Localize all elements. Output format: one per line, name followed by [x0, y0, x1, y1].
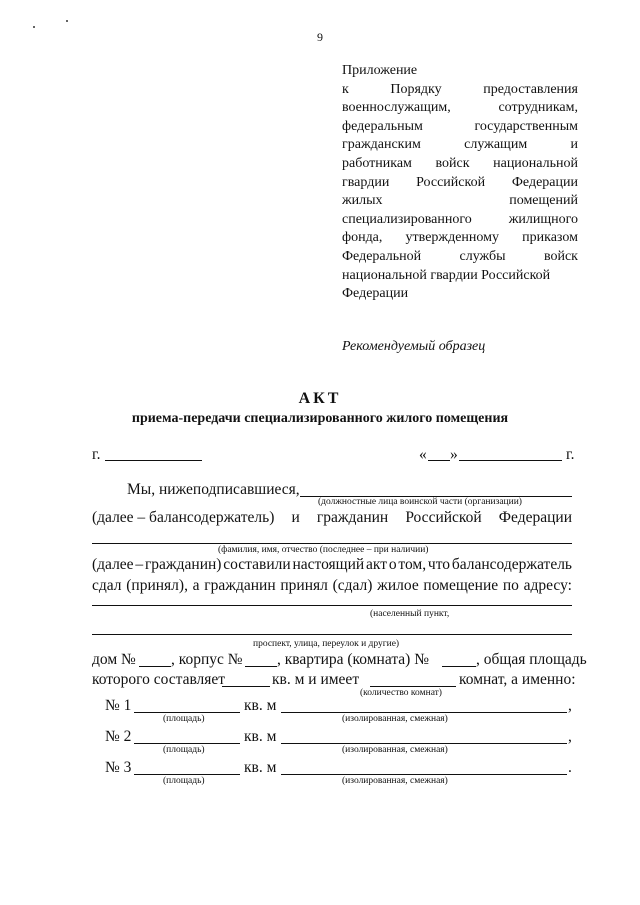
city-field[interactable] — [105, 460, 202, 461]
room-type-field[interactable] — [281, 743, 567, 744]
recommended-sample-label: Рекомендуемый образец — [342, 339, 486, 354]
body-word: настоящий — [292, 556, 365, 573]
appendix-word: федеральным — [342, 118, 423, 134]
appendix-word: Приложение — [342, 63, 418, 78]
body-word: балансодержатель — [451, 556, 572, 573]
body-word: (далее — [92, 556, 134, 573]
appendix-line — [342, 285, 578, 304]
act-title: АКТ — [298, 390, 342, 407]
citizen-name-field[interactable] — [92, 543, 572, 544]
body-word: акт — [366, 556, 387, 573]
room-sqm-label: кв. м — [244, 728, 277, 745]
building-number-field[interactable] — [245, 666, 277, 667]
appendix-line — [342, 229, 578, 248]
appendix-word: служащим — [464, 137, 528, 153]
appendix-line — [342, 99, 578, 118]
appendix-word: и — [570, 137, 578, 153]
body-word: гражданин — [316, 509, 389, 526]
appendix-word: Федерации — [342, 286, 409, 302]
appendix-line — [342, 62, 578, 81]
appendix-word: жилых — [342, 193, 383, 209]
body-word: – — [135, 556, 144, 573]
body-word: (далее – балансодержатель) — [92, 509, 275, 526]
citizen-line — [92, 556, 572, 574]
appendix-word: приказом — [522, 230, 578, 246]
room-number-label: № 2 — [105, 728, 132, 745]
appendix-word: войск — [435, 155, 470, 171]
body-word: Российской — [405, 509, 482, 526]
date-close-quote: » — [450, 446, 458, 463]
appendix-word: гвардии — [342, 174, 390, 190]
appendix-line — [342, 211, 578, 230]
appendix-word: жилищного — [508, 211, 578, 227]
appendix-word: войск — [543, 248, 578, 264]
room-type-caption: (изолированная, смежная) — [342, 776, 448, 786]
rooms-count-caption: (количество комнат) — [360, 688, 442, 698]
room-area-caption: (площадь) — [163, 776, 205, 786]
room-line-end: . — [568, 759, 572, 776]
room-line-end: , — [568, 728, 572, 745]
undersigned-text: Мы, нижеподписавшиеся, — [127, 481, 300, 498]
street-field[interactable] — [92, 634, 572, 635]
appendix-line — [342, 267, 578, 286]
total-area-label: , общая площадь — [476, 651, 587, 668]
body-word: а — [192, 577, 200, 594]
appendix-word: Федеральной — [342, 248, 422, 264]
appendix-word: службы — [459, 248, 506, 264]
body-word: что — [427, 556, 451, 573]
room-type-caption: (изолированная, смежная) — [342, 745, 448, 755]
room-sqm-label: кв. м — [244, 759, 277, 776]
appendix-word: военнослужащим, — [342, 100, 451, 116]
room-area-field[interactable] — [134, 774, 240, 775]
balance-holder-line — [92, 509, 572, 527]
month-year-field[interactable] — [459, 460, 562, 461]
sqm-has-label: кв. м и имеет — [272, 671, 360, 688]
handed-over-line — [92, 577, 572, 595]
body-word: гражданин — [204, 577, 276, 594]
body-word: составили — [223, 556, 291, 573]
body-word: (сдал) — [332, 577, 373, 594]
rooms-label: комнат, а именно: — [459, 671, 576, 688]
year-suffix: г. — [566, 446, 575, 463]
apartment-label: , квартира (комната) № — [277, 651, 430, 668]
appendix-word: Порядку — [390, 81, 442, 97]
city-prefix: г. — [92, 446, 101, 463]
house-label: дом № — [92, 651, 136, 668]
body-word: том, — [398, 556, 427, 573]
scan-speck — [33, 26, 35, 28]
room-type-caption: (изолированная, смежная) — [342, 714, 448, 724]
body-word: Федерации — [498, 509, 572, 526]
appendix-line — [342, 174, 578, 193]
total-area-field[interactable] — [222, 686, 270, 687]
appendix-word: государственным — [474, 118, 578, 134]
room-type-field[interactable] — [281, 712, 567, 713]
appendix-word: гражданским — [342, 137, 421, 153]
act-subtitle: приема-передачи специализированного жилого помещения — [131, 411, 509, 426]
building-label: , корпус № — [171, 651, 243, 668]
body-word: адресу: — [523, 577, 572, 594]
appendix-word: сотрудникам, — [498, 100, 578, 116]
appendix-line — [342, 248, 578, 267]
fio-caption: (фамилия, имя, отчество (последнее – при наличии) — [218, 545, 429, 555]
appendix-word: специализированного — [342, 211, 472, 227]
appendix-line — [342, 81, 578, 100]
appendix-word: фонда, — [342, 230, 383, 246]
body-word: жилое — [377, 577, 419, 594]
day-field[interactable] — [428, 460, 450, 461]
page-number: 9 — [317, 30, 323, 44]
room-line-end: , — [568, 697, 572, 714]
body-word: о — [388, 556, 397, 573]
room-number-label: № 1 — [105, 697, 132, 714]
appendix-word: Российской — [416, 174, 486, 190]
body-word: помещение — [423, 577, 499, 594]
date-open-quote: « — [419, 446, 427, 463]
room-area-field[interactable] — [134, 712, 240, 713]
room-area-field[interactable] — [134, 743, 240, 744]
body-word: и — [291, 509, 300, 526]
scan-speck — [66, 20, 68, 22]
body-word: сдал — [92, 577, 122, 594]
room-area-caption: (площадь) — [163, 745, 205, 755]
appendix-line — [342, 192, 578, 211]
appendix-line — [342, 118, 578, 137]
street-caption: проспект, улица, переулок и другие) — [253, 639, 400, 649]
house-number-field[interactable] — [139, 666, 171, 667]
body-word: принял — [280, 577, 328, 594]
which-is-label: которого составляет — [92, 671, 226, 688]
body-word: по — [502, 577, 519, 594]
appendix-word: национальной гвардии Российской — [342, 267, 551, 283]
appendix-line — [342, 155, 578, 174]
room-type-field[interactable] — [281, 774, 567, 775]
appendix-word: к — [342, 81, 349, 97]
appendix-word: работникам — [342, 155, 412, 171]
appendix-word: помещений — [509, 193, 578, 209]
body-word: гражданин) — [144, 556, 222, 573]
body-word: (принял), — [126, 577, 188, 594]
settlement-field[interactable] — [92, 605, 572, 606]
rooms-count-field[interactable] — [370, 686, 456, 687]
room-sqm-label: кв. м — [244, 697, 277, 714]
officials-caption: (должностные лица воинской части (организации) — [318, 497, 522, 507]
settlement-caption: (населенный пункт, — [370, 609, 450, 619]
appendix-word: утвержденному — [405, 230, 499, 246]
appendix-block — [342, 62, 578, 304]
apartment-number-field[interactable] — [442, 666, 476, 667]
appendix-word: Федерации — [511, 174, 578, 190]
room-area-caption: (площадь) — [163, 714, 205, 724]
appendix-word: национальной — [493, 155, 578, 171]
room-number-label: № 3 — [105, 759, 132, 776]
appendix-word: предоставления — [483, 81, 578, 97]
appendix-line — [342, 136, 578, 155]
